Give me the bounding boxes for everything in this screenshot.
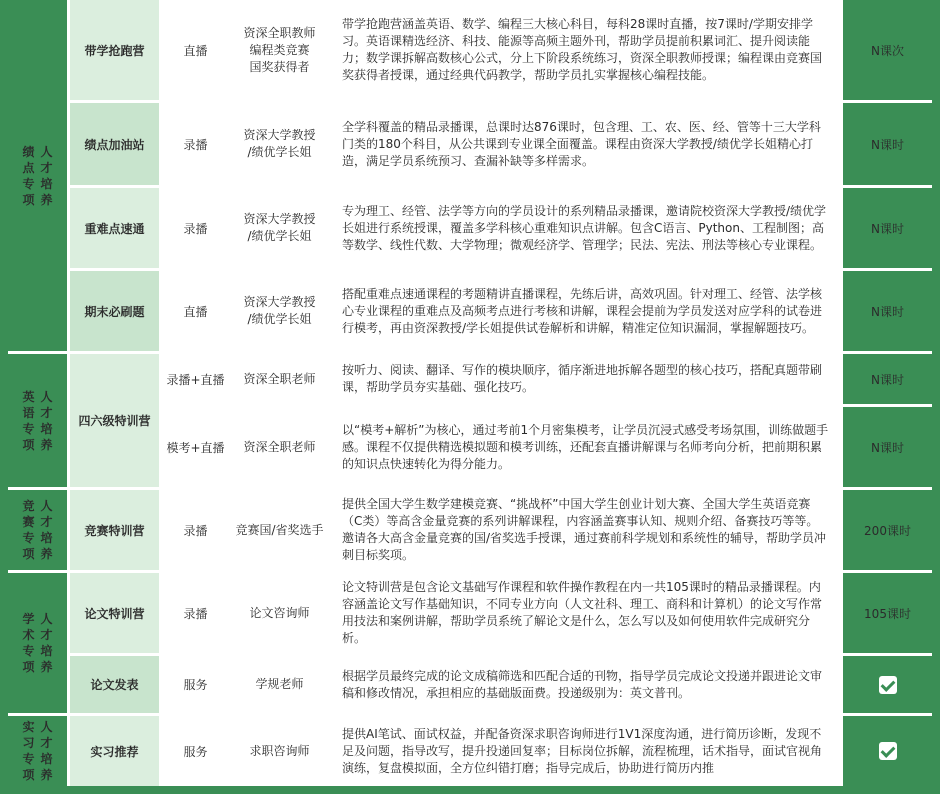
course-mode: 服务 [159,656,229,713]
course-mode: 录播 [159,188,229,268]
table-row [8,656,932,713]
section-label-academic: 学 术 专 项 人 才 培 养 [8,573,67,713]
check-icon [879,742,897,760]
course-teacher: 资深全职教师 编程类竞赛 国奖获得者 [229,0,327,100]
included-badge [840,656,932,713]
course-teacher: 资深全职老师 [229,354,327,404]
course-hours-badge: N课时 [840,271,932,351]
course-description: 专为理工、经管、法学等方向的学员设计的系列精品录播课，邀请院校资深大学教授/绩优学长姐进行系统授课，覆盖多学科核心重难知识点讲解。包含C语言、Python、工程制图；高等数学、线性代数、大学物理；微观经济学、管理学；民法、宪法、刑法等核心专业课程。 [327,188,840,268]
section-label-internship: 实 习 专 项 人 才 培 养 [8,716,67,786]
course-teacher: 论文咨询师 [229,573,327,653]
course-mode: 录播+直播 [159,354,229,404]
course-name: 四六级特训营 [67,354,159,487]
course-teacher: 学规老师 [229,656,327,713]
course-description: 论文特训营是包含论文基础写作课程和软件操作教程在内一共105课时的精品录播课程。内容涵盖论文写作基础知识，不同专业方向（人文社科、理工、商科和计算机）的论文写作常用技法和案例讲解，帮助学员系统了解论文是什么，怎么写以及如何使用软件完成研究分析。 [327,573,840,653]
course-mode: 录播 [159,103,229,185]
table-row [8,188,932,268]
course-name: 论文发表 [67,656,159,713]
course-name: 竞赛特训营 [67,490,159,570]
course-hours-badge: N课时 [840,103,932,185]
course-teacher: 资深大学教授 /绩优学长姐 [229,188,327,268]
course-description: 按听力、阅读、翻译、写作的模块顺序，循序渐进地拆解各题型的核心技巧，搭配真题带刷课，帮助学员夯实基础、强化技巧。 [327,354,840,404]
course-mode: 录播 [159,490,229,570]
course-teacher: 求职咨询师 [229,716,327,786]
table-row [8,0,932,100]
course-teacher: 竞赛国/省奖选手 [229,490,327,570]
course-hours-badge: N课次 [840,0,932,100]
section-label-english: 英 语 专 项 人 才 培 养 [8,354,67,487]
table-row [8,103,932,185]
course-description: 根据学员最终完成的论文成稿筛选和匹配合适的刊物，指导学员完成论文投递并跟进论文审稿和修改情况，承担相应的基础版面费。投递级别为：英文普刊。 [327,656,840,713]
course-hours-badge: N课时 [840,407,932,487]
course-hours-badge: N课时 [840,354,932,404]
course-name: 绩点加油站 [67,103,159,185]
course-name: 实习推荐 [67,716,159,786]
course-mode: 直播 [159,271,229,351]
course-mode: 录播 [159,573,229,653]
course-hours-badge: 105课时 [840,573,932,653]
course-teacher: 资深大学教授 /绩优学长姐 [229,271,327,351]
course-teacher: 资深大学教授 /绩优学长姐 [229,103,327,185]
check-icon [879,676,897,694]
course-name: 重难点速通 [67,188,159,268]
course-description: 搭配重难点速通课程的考题精讲直播课程，先练后讲，高效巩固。针对理工、经管、法学核心专业课程的重难点及高频考点进行考核和讲解，课程会提前为学员发送对应学科的试卷进行模考，再由资深教授/学长姐提供试卷解析和讲解，精准定位知识漏洞，掌握解题技巧。 [327,271,840,351]
course-mode: 直播 [159,0,229,100]
course-name: 论文特训营 [67,573,159,653]
course-description: 提供AI笔试、面试权益，并配备资深求职咨询师进行1V1深度沟通，进行简历诊断，发现不足及问题，指导改写，提升投递回复率；目标岗位拆解，流程梳理，话术指导，面试官视角演练，复盘模拟面，全方位纠错打磨；指导完成后，协助进行简历内推 [327,716,840,786]
table-row [8,716,932,786]
course-mode: 服务 [159,716,229,786]
included-badge [840,716,932,786]
table-row [8,354,932,404]
course-description: 提供全国大学生数学建模竞赛、“挑战杯”中国大学生创业计划大赛、全国大学生英语竞赛（C类）等高含金量竞赛的系列讲解课程，内容涵盖赛事认知、规则介绍、备赛技巧等等。邀请各大高含金量竞赛的国/省奖选手授课，通过赛前科学规划和系统性的辅导，帮助学员冲刺目标奖项。 [327,490,840,570]
table-row [8,490,932,570]
course-name: 带学抢跑营 [67,0,159,100]
course-hours-badge: N课时 [840,188,932,268]
course-teacher: 资深全职老师 [229,407,327,487]
table-row [8,573,932,653]
section-label-competition: 竞 赛 专 项 人 才 培 养 [8,490,67,570]
course-description: 带学抢跑营涵盖英语、数学、编程三大核心科目，每科28课时直播，按7课时/学期安排学习。英语课精选经济、科技、能源等高频主题外刊，帮助学员提前积累词汇、提升阅读能力；数学课拆解高数核心公式，分上下阶段系统练习，资深全职教师授课；编程课由竞赛国奖获得者授课，通过经典代码教学，帮助学员扎实掌握核心编程技能。 [327,0,840,100]
course-name: 期末必刷题 [67,271,159,351]
course-hours-badge: 200课时 [840,490,932,570]
course-table [8,0,932,789]
course-description: 以“模考+解析”为核心，通过考前1个月密集模考，让学员沉浸式感受考场氛围，训练做题手感。课程不仅提供精选模拟题和模考训练，还配套直播讲解课与名师考向分析，把前期积累的知识点快速转化为得分能力。 [327,407,840,487]
section-label-gpa: 绩 点 专 项 人 才 培 养 [8,0,67,351]
table-row [8,271,932,351]
course-mode: 模考+直播 [159,407,229,487]
course-description: 全学科覆盖的精品录播课，总课时达876课时，包含理、工、农、医、经、管等十三大学科门类的180个科目，从公共课到专业课全面覆盖。课程由资深大学教授/绩优学长姐精心打造，满足学员系统预习、查漏补缺等多样需求。 [327,103,840,185]
